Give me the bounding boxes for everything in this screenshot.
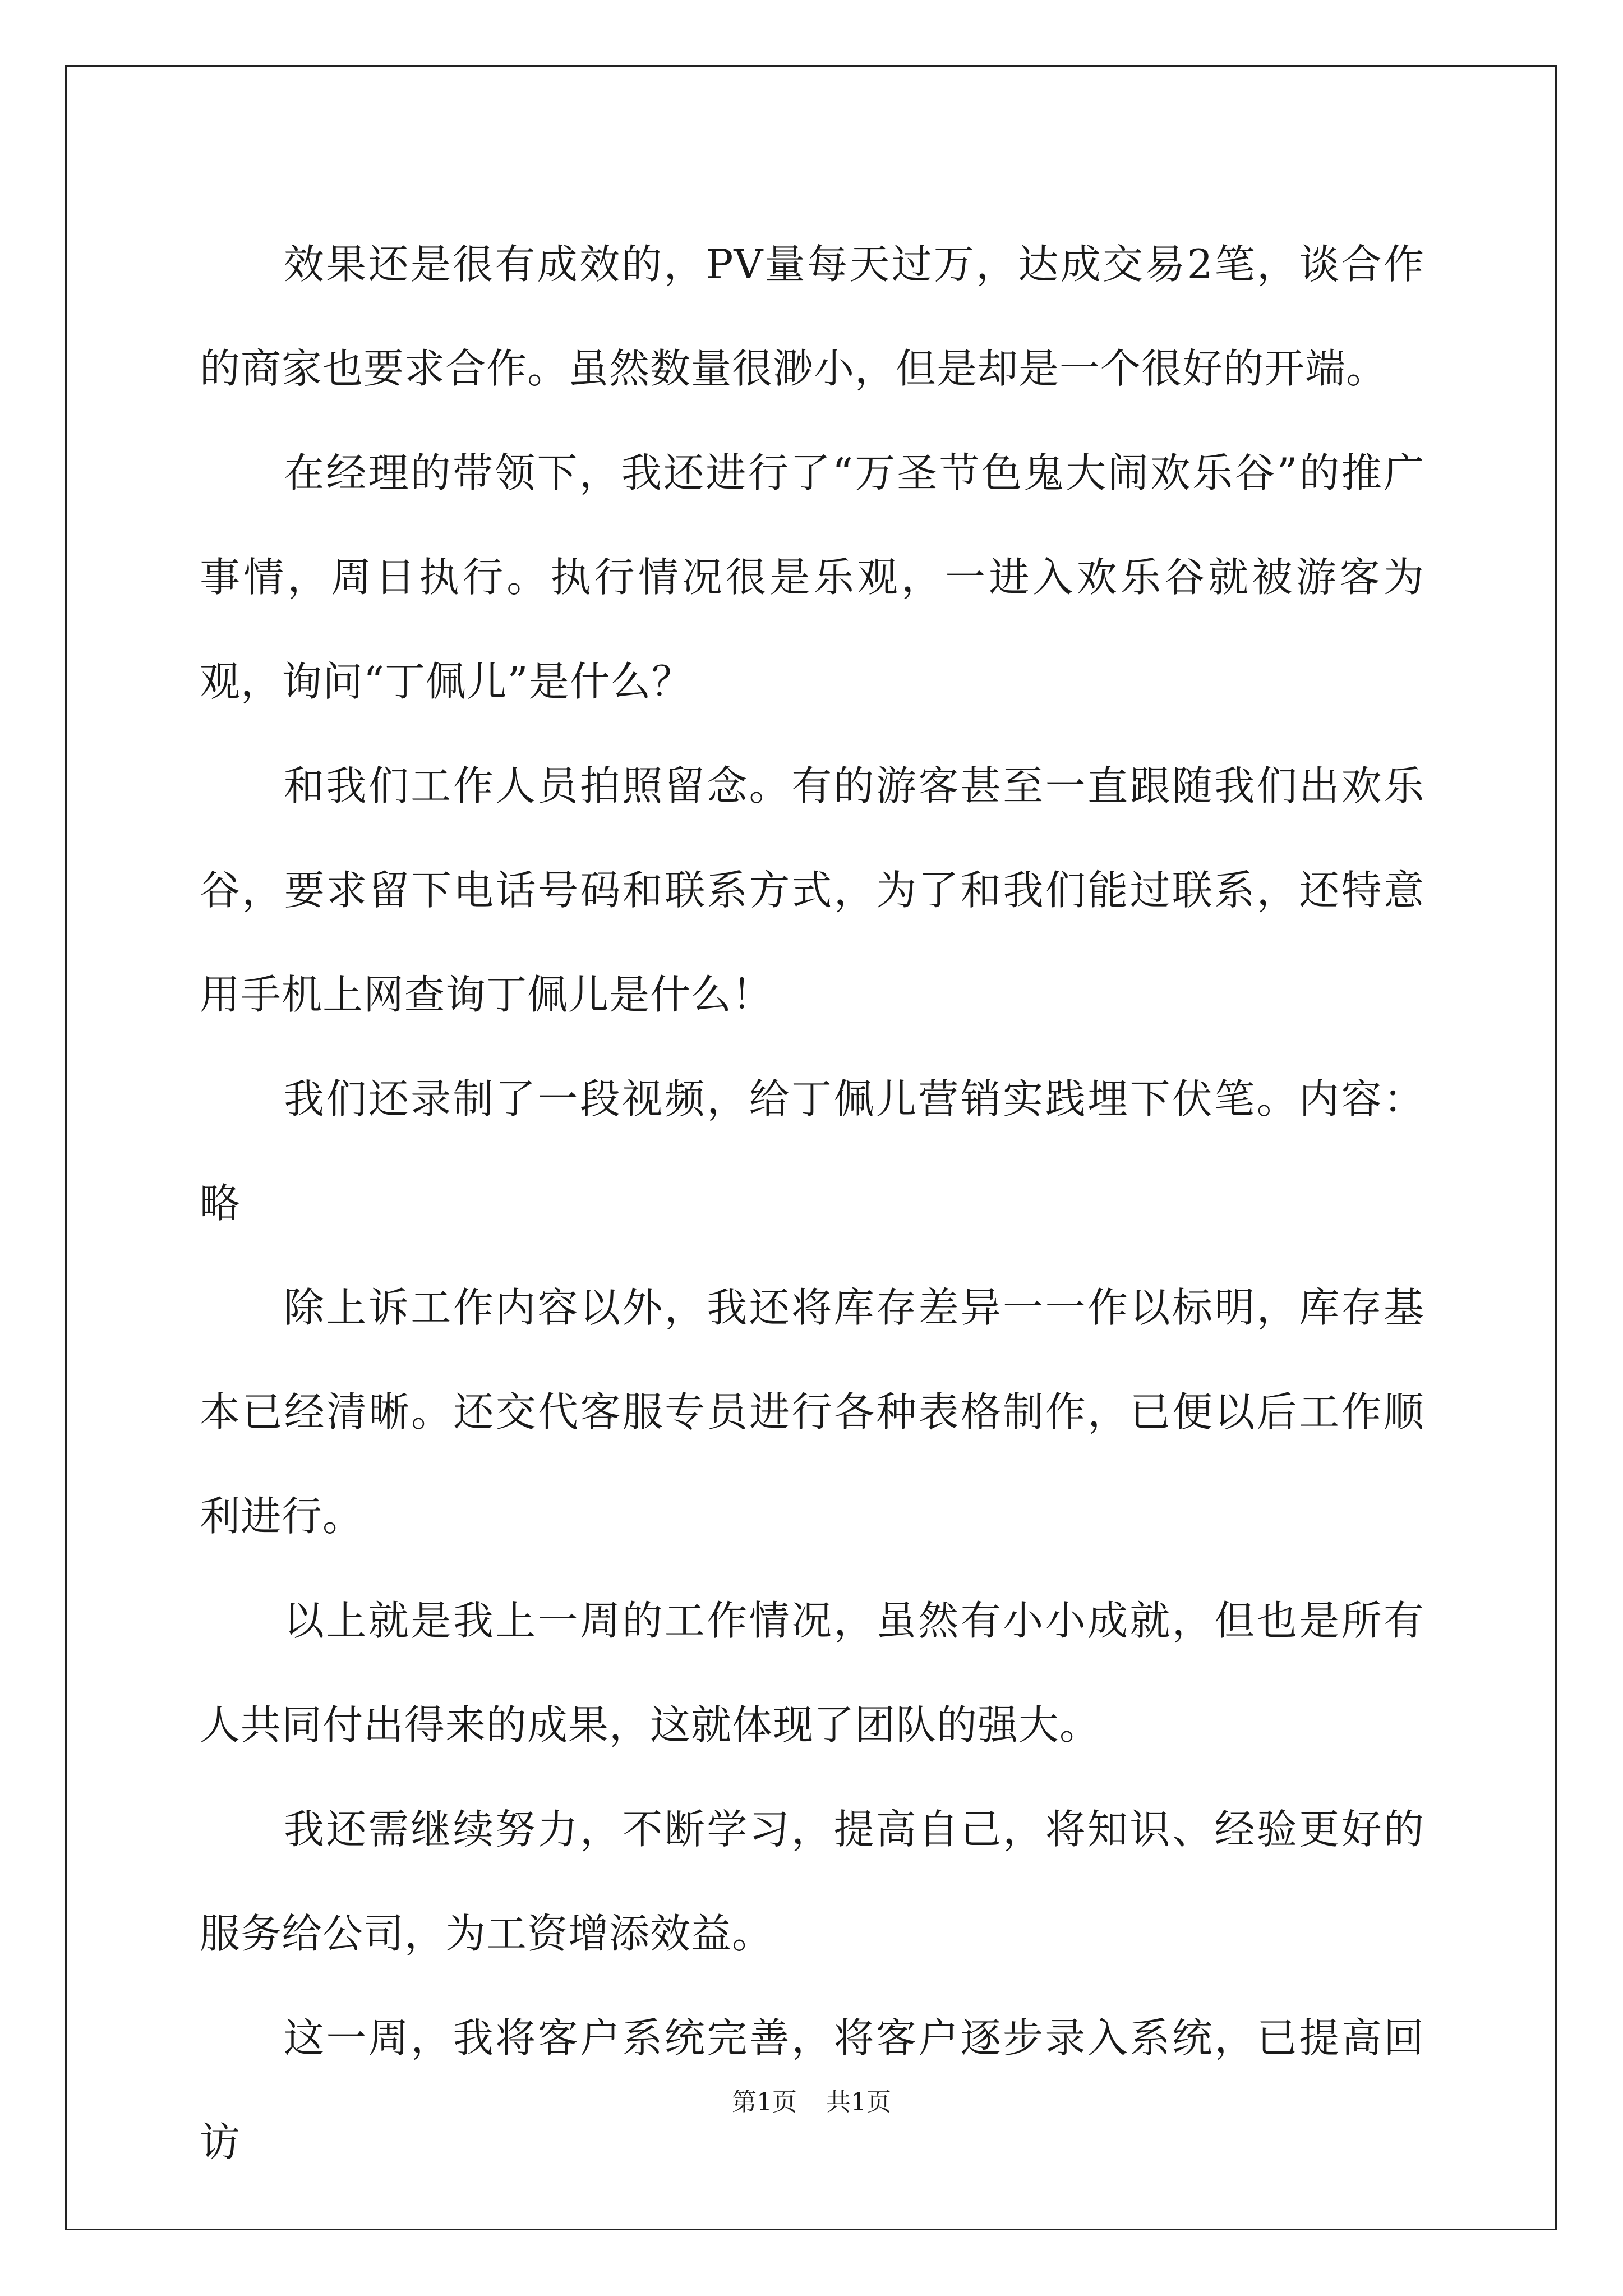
paragraph: 我还需继续努力，不断学习，提高自己，将知识、经验更好的服务给公司，为工资增添效益。 bbox=[200, 1806, 1424, 1957]
paragraph: 这一周，我将客户系统完善，将客户逐步录入系统，已提高回访 bbox=[200, 2014, 1424, 2166]
paragraph: 和我们工作人员拍照留念。有的游客甚至一直跟随我们出欢乐谷，要求留下电话号码和联系方式，为了和我们能过联系，还特意用手机上网查询丁佩儿是什么！ bbox=[200, 762, 1424, 1018]
paragraph: 我们还录制了一段视频，给丁佩儿营销实践埋下伏笔。内容：略 bbox=[200, 1075, 1424, 1227]
page-footer bbox=[0, 2086, 1623, 2119]
paragraph: 除上诉工作内容以外，我还将库存差异一一作以标明，库存基本已经清晰。还交代客服专员进行各种表格制作，已便以后工作顺利进行。 bbox=[200, 1284, 1424, 1540]
paragraph: 以上就是我上一周的工作情况，虽然有小小成就，但也是所有人共同付出得来的成果，这就体现了团队的强大。 bbox=[200, 1597, 1424, 1749]
document-body bbox=[200, 212, 1424, 2194]
page-number: 第1页 bbox=[732, 2088, 797, 2116]
paragraph: 效果还是很有成效的，PV量每天过万，达成交易2笔，谈合作的商家也要求合作。虽然数量很渺小，但是却是一个很好的开端。 bbox=[200, 241, 1424, 392]
page-total: 共1页 bbox=[826, 2088, 891, 2116]
paragraph: 在经理的带领下，我还进行了“万圣节色鬼大闹欢乐谷”的推广事情，周日执行。执行情况很是乐观，一进入欢乐谷就被游客为观，询问“丁佩儿”是什么？ bbox=[200, 449, 1424, 705]
